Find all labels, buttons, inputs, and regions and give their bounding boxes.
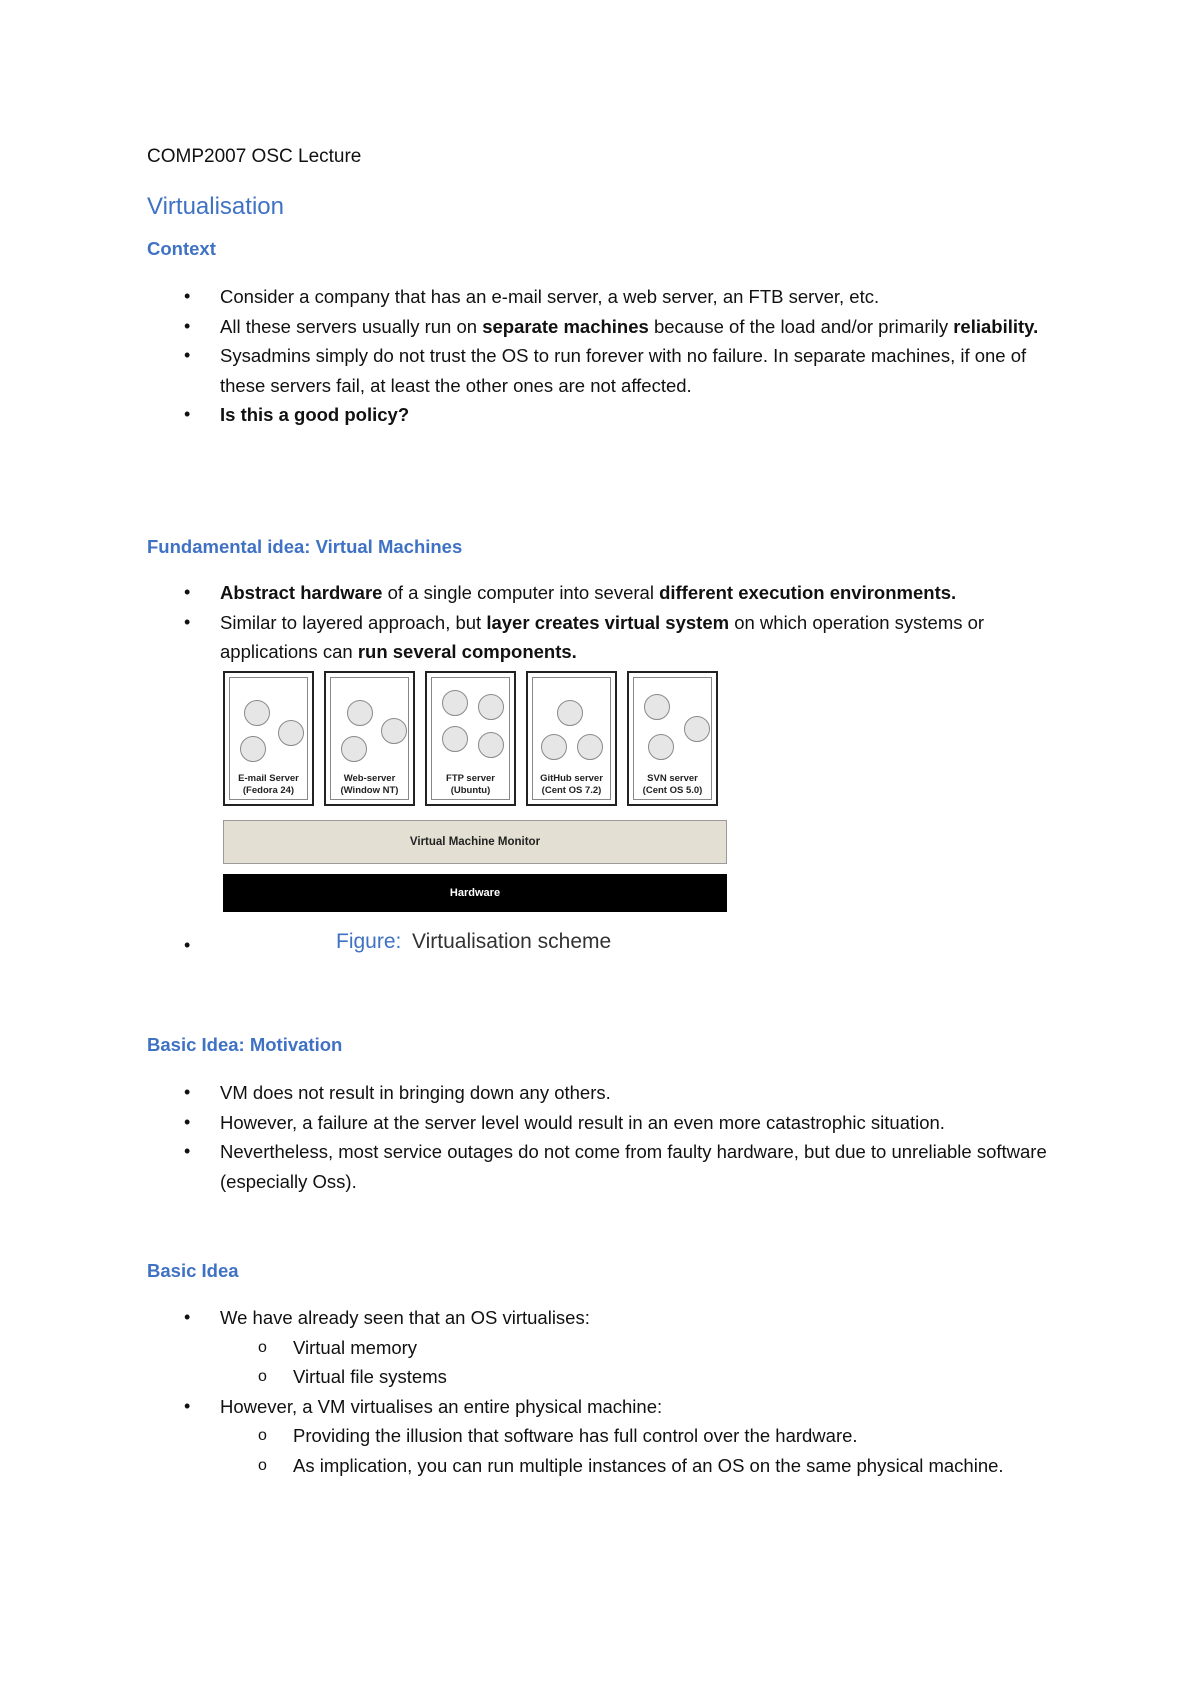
vm-box xyxy=(223,671,314,806)
heading-motivation: Basic Idea: Motivation xyxy=(147,1034,343,1055)
vm-box xyxy=(324,671,415,806)
virtual-machine-monitor-layer: Virtual Machine Monitor xyxy=(223,820,727,864)
hardware-layer: Hardware xyxy=(223,874,727,912)
process-circle xyxy=(684,716,710,742)
figure-caption-text: Virtualisation scheme xyxy=(412,930,612,953)
basic-idea-list xyxy=(0,1303,1200,1480)
bullet-icon: • xyxy=(184,1307,191,1327)
vm-os-label: (Ubuntu) xyxy=(450,785,491,796)
process-circle xyxy=(347,700,373,726)
bullet-icon: • xyxy=(184,582,191,602)
process-circle xyxy=(240,736,266,762)
vm-label: SVN server xyxy=(647,773,698,784)
vm-label: Web-server xyxy=(343,773,396,784)
list-item: • We have already seen that an OS virtualises: xyxy=(0,1303,1200,1333)
heading-context: Context xyxy=(147,238,216,259)
vm-os-label: (Window NT) xyxy=(340,785,399,796)
list-item: • All these servers usually run on separate machines because of the load and/or primarily reliability. xyxy=(0,312,1200,342)
list-item: • Consider a company that has an e-mail server, a web server, an FTB server, etc. xyxy=(0,282,1200,312)
bullet-icon: • xyxy=(184,286,191,306)
heading-fundamental-idea: Fundamental idea: Virtual Machines xyxy=(147,536,463,557)
list-item: • Nevertheless, most service outages do not come from faulty hardware, but due to unreliable software (especially Oss). xyxy=(0,1137,1200,1196)
sub-list-item: o Virtual file systems xyxy=(0,1362,1200,1392)
sub-bullet-icon: o xyxy=(258,1427,267,1444)
process-circle xyxy=(341,736,367,762)
bullet-icon: • xyxy=(184,315,191,336)
process-circle xyxy=(648,734,674,760)
vm-box xyxy=(526,671,617,806)
bullet-icon: • xyxy=(184,611,191,632)
vm-os-label: (Fedora 24) xyxy=(242,785,295,796)
process-circle xyxy=(244,700,270,726)
bullet-icon: • xyxy=(184,1082,191,1102)
sub-bullet-icon: o xyxy=(258,1338,267,1356)
vm-box xyxy=(425,671,516,806)
process-circle xyxy=(541,734,567,760)
list-item: • However, a VM virtualises an entire physical machine: xyxy=(0,1392,1200,1422)
process-circle xyxy=(577,734,603,760)
list-item: • However, a failure at the server level would result in an even more catastrophic situation. xyxy=(0,1108,1200,1138)
process-circle xyxy=(478,732,504,758)
list-item: • Sysadmins simply do not trust the OS to run forever with no failure. In separate machines, if one of these servers fail, at least the other ones are not affected. xyxy=(0,341,1200,400)
vm-box xyxy=(627,671,718,806)
vm-os-label: (Cent OS 7.2) xyxy=(541,785,602,796)
list-item: • Similar to layered approach, but layer creates virtual system on which operation systems or applications can run several components. xyxy=(0,608,1200,667)
list-item: • Is this a good policy? xyxy=(0,400,1200,430)
sub-list-item: o Providing the illusion that software has full control over the hardware. xyxy=(0,1421,1200,1451)
sub-list-item: o As implication, you can run multiple instances of an OS on the same physical machine. xyxy=(0,1451,1200,1481)
document-header: COMP2007 OSC Lecture xyxy=(147,146,362,167)
context-list xyxy=(0,282,1200,430)
bullet-icon: • xyxy=(184,1395,191,1416)
sub-list-item: o Virtual memory xyxy=(0,1333,1200,1363)
virtualisation-figure xyxy=(220,668,730,918)
vm-label: E-mail Server xyxy=(238,773,299,784)
document-title: Virtualisation xyxy=(147,193,284,220)
bullet-icon: • xyxy=(184,1141,191,1161)
fundamental-list xyxy=(0,578,1200,667)
bullet-icon: • xyxy=(184,1111,191,1132)
process-circle xyxy=(442,690,468,716)
process-circle xyxy=(278,720,304,746)
figure-caption-prefix: Figure: xyxy=(336,930,402,953)
process-circle xyxy=(442,726,468,752)
vm-label: GitHub server xyxy=(540,773,603,784)
process-circle xyxy=(557,700,583,726)
vm-os-label: (Cent OS 5.0) xyxy=(642,785,703,796)
sub-bullet-icon: o xyxy=(258,1368,267,1385)
vm-label: FTP server xyxy=(446,773,495,784)
process-circle xyxy=(478,694,504,720)
motivation-list xyxy=(0,1078,1200,1196)
process-circle xyxy=(381,718,407,744)
list-item: • VM does not result in bringing down any others. xyxy=(0,1078,1200,1108)
sub-bullet-icon: o xyxy=(258,1456,267,1474)
bullet-icon: • xyxy=(184,935,191,955)
process-circle xyxy=(644,694,670,720)
bullet-icon: • xyxy=(184,404,191,424)
bullet-icon: • xyxy=(184,345,191,365)
heading-basic-idea: Basic Idea xyxy=(147,1260,239,1281)
list-item: • Abstract hardware of a single computer into several different execution environments. xyxy=(0,578,1200,608)
